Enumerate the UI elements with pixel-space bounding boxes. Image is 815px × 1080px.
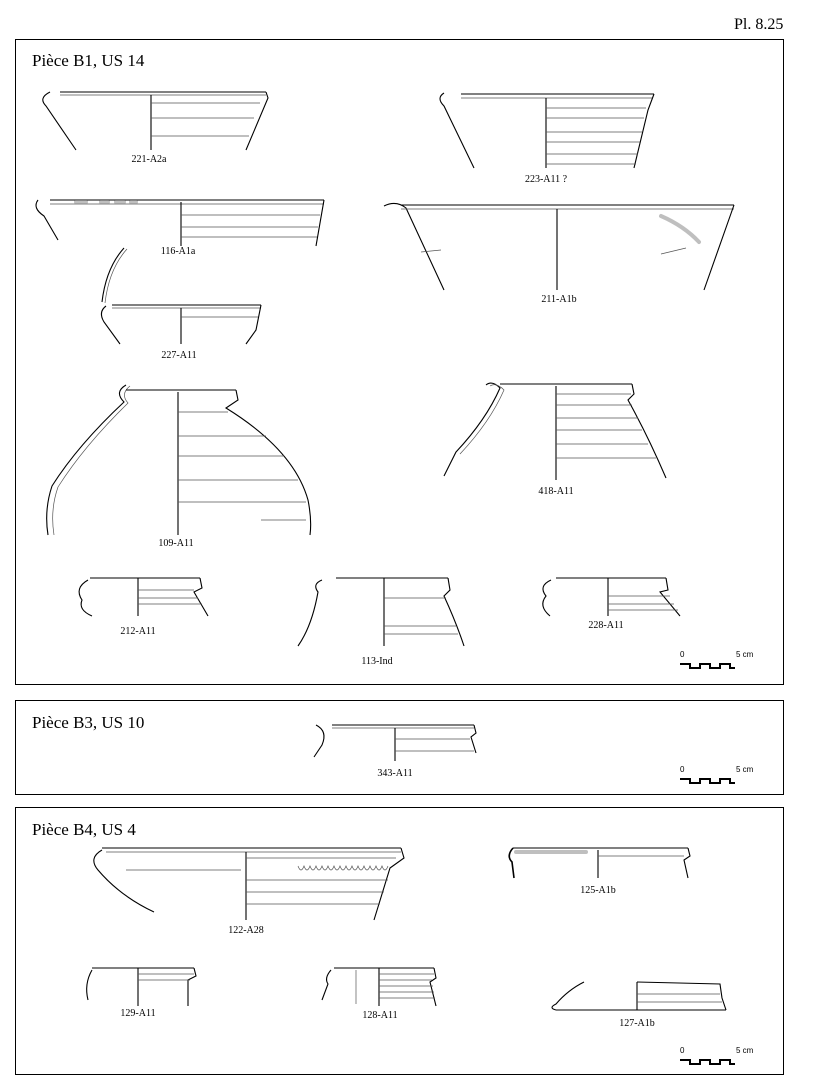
sherd-113 bbox=[298, 578, 464, 646]
scale-end: 5 cm bbox=[736, 765, 754, 774]
sherd-223 bbox=[440, 93, 654, 168]
sherd-label: 125-A1b bbox=[580, 885, 616, 896]
sherd-129 bbox=[87, 968, 196, 1006]
sherd-label: 109-A11 bbox=[158, 538, 194, 549]
sherd-227 bbox=[101, 305, 261, 344]
panel-title: Pièce B4, US 4 bbox=[32, 820, 136, 839]
sherd-label: 212-A11 bbox=[120, 626, 156, 637]
sherd-212 bbox=[79, 578, 208, 616]
sherd-418 bbox=[444, 383, 666, 480]
sherd-label: 128-A11 bbox=[362, 1010, 398, 1021]
scale-end: 5 cm bbox=[736, 650, 754, 659]
sherd-122 bbox=[94, 848, 404, 920]
sherd-label: 116-A1a bbox=[160, 246, 196, 257]
panel-title: Pièce B1, US 14 bbox=[32, 51, 145, 70]
pottery-drawings-b3 bbox=[16, 701, 785, 796]
sherd-label: 221-A2a bbox=[131, 154, 167, 165]
sherd-label: 211-A1b bbox=[541, 294, 577, 305]
sherd-221 bbox=[43, 92, 268, 150]
panel-piece-b1 bbox=[15, 39, 784, 685]
sherd-label: 223-A11 ? bbox=[524, 174, 568, 185]
panel-piece-b4 bbox=[15, 807, 784, 1075]
scale-start: 0 bbox=[680, 765, 685, 774]
sherd-label: 113-Ind bbox=[361, 656, 393, 667]
sherd-label: 418-A11 bbox=[538, 486, 574, 497]
sherd-128 bbox=[322, 968, 436, 1006]
sherd-label: 227-A11 bbox=[161, 350, 197, 361]
pottery-drawings-b1 bbox=[16, 40, 785, 686]
sherd-125 bbox=[509, 848, 690, 878]
sherd-211 bbox=[384, 203, 734, 290]
sherd-label: 122-A28 bbox=[228, 925, 264, 936]
sherd-127 bbox=[552, 982, 726, 1010]
scale-start: 0 bbox=[680, 650, 685, 659]
scale-start: 0 bbox=[680, 1046, 685, 1055]
sherd-label: 343-A11 bbox=[377, 768, 413, 779]
pottery-drawings-b4 bbox=[16, 808, 785, 1076]
panel-piece-b3 bbox=[15, 700, 784, 795]
sherd-343 bbox=[314, 725, 476, 761]
sherd-label: 127-A1b bbox=[619, 1018, 655, 1029]
panel-title: Pièce B3, US 10 bbox=[32, 713, 145, 732]
sherd-109 bbox=[47, 385, 311, 535]
sherd-228 bbox=[543, 578, 680, 616]
sherd-label: 228-A11 bbox=[588, 620, 624, 631]
sherd-label: 129-A11 bbox=[120, 1008, 156, 1019]
scale-end: 5 cm bbox=[736, 1046, 754, 1055]
plate-number: Pl. 8.25 bbox=[734, 16, 784, 33]
